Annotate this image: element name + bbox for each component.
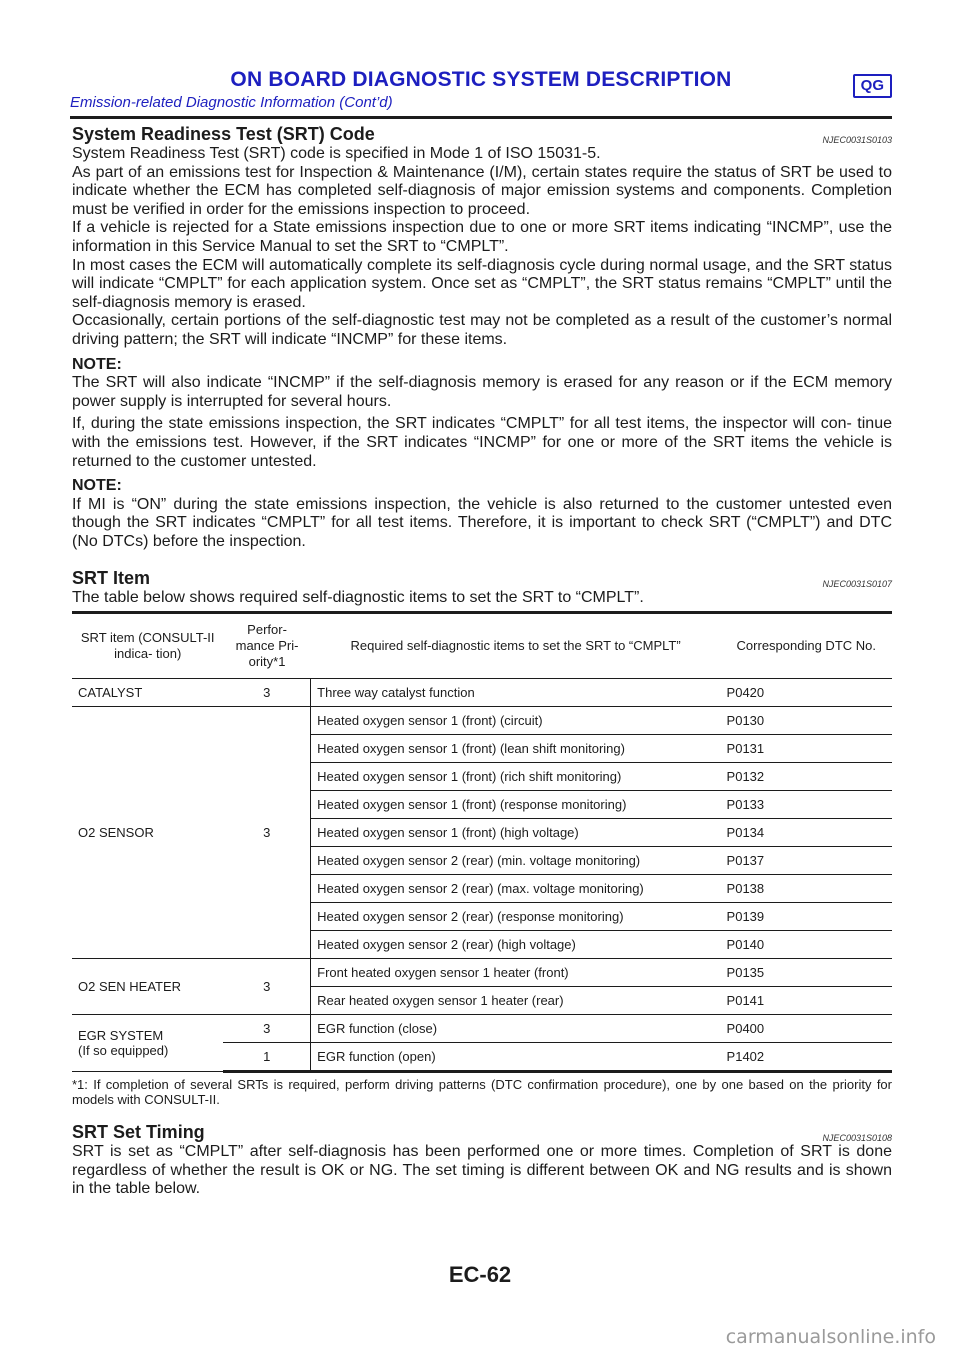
dtc-cell: P0135 — [721, 959, 892, 987]
required-item-cell: EGR function (open) — [311, 1043, 721, 1072]
watermark: carmanualsonline.info — [725, 1326, 936, 1348]
srt-item-name: EGR SYSTEM — [78, 1028, 164, 1044]
priority-cell: 3 — [223, 679, 310, 707]
dtc-cell: P1402 — [721, 1043, 892, 1072]
section-title: System Readiness Test (SRT) Code — [72, 124, 375, 144]
required-item-cell: Heated oxygen sensor 1 (front) (rich shift monitoring) — [311, 763, 721, 791]
note-label: NOTE: — [72, 477, 122, 495]
page-content — [72, 119, 892, 1199]
table-body — [72, 679, 892, 1072]
dtc-cell: P0400 — [721, 1015, 892, 1043]
section-srt-code-heading — [72, 123, 892, 145]
paragraph: The table below shows required self-diagnostic items to set the SRT to “CMPLT”. — [72, 589, 644, 607]
dtc-cell: P0420 — [721, 679, 892, 707]
dtc-cell: P0133 — [721, 791, 892, 819]
table-row — [72, 679, 892, 707]
srt-item-cell — [72, 707, 223, 959]
required-item-cell: Heated oxygen sensor 1 (front) (high voltage) — [311, 819, 721, 847]
engine-badge: QG — [853, 74, 892, 98]
required-item-cell: Front heated oxygen sensor 1 heater (front) — [311, 959, 721, 987]
srt-item-table — [72, 611, 892, 1073]
required-item-cell: Heated oxygen sensor 2 (rear) (min. voltage monitoring) — [311, 847, 721, 875]
required-item-cell: Heated oxygen sensor 2 (rear) (high voltage) — [311, 931, 721, 959]
column-header-dtc: Corresponding DTC No. — [736, 638, 876, 654]
table-header-row — [72, 613, 892, 679]
srt-item-note: (If so equipped) — [78, 1043, 169, 1059]
section-srt-timing-heading — [72, 1121, 892, 1143]
dtc-cell: P0132 — [721, 763, 892, 791]
header-title: ON BOARD DIAGNOSTIC SYSTEM DESCRIPTION — [230, 68, 732, 91]
header-subtitle: Emission-related Diagnostic Information (Cont’d) — [70, 94, 393, 111]
required-item-cell: Rear heated oxygen sensor 1 heater (rear) — [311, 987, 721, 1015]
dtc-cell: P0131 — [721, 735, 892, 763]
page-number: EC-62 — [448, 1262, 512, 1287]
dtc-cell: P0139 — [721, 903, 892, 931]
table-row — [72, 707, 892, 735]
paragraph: If, during the state emissions inspection, the SRT indicates “CMPLT” for all test items, the inspector will con- tinue with the emissions test. However, if the SRT indicates “INCMP” for one or more of the SRT items the vehicle is returned to the customer untested. — [72, 415, 892, 470]
section-title: SRT Set Timing — [72, 1122, 205, 1143]
section-srt-item-heading — [72, 567, 892, 589]
paragraph: If a vehicle is rejected for a State emissions inspection due to one or more SRT items indicating “INCMP”, use the information in this Service Manual to set the SRT to “CMPLT”. — [72, 219, 892, 255]
required-item-cell: Heated oxygen sensor 1 (front) (circuit) — [311, 707, 721, 735]
required-item-cell: Heated oxygen sensor 1 (front) (response monitoring) — [311, 791, 721, 819]
dtc-cell: P0130 — [721, 707, 892, 735]
note-text: If MI is “ON” during the state emissions inspection, the vehicle is also returned to the customer untested even though the SRT indicates “CMPLT” for all test items. Therefore, it is important to check SRT (“CMPLT”) and DTC (No DTCs) before the inspection. — [72, 495, 892, 550]
paragraph: SRT is set as “CMPLT” after self-diagnosis has been performed one or more times. Completion of SRT is done regardless of whether the result is OK or NG. The set timing is different between OK and NG results and is shown in the table below. — [72, 1143, 892, 1198]
required-item-cell: EGR function (close) — [311, 1015, 721, 1043]
dtc-cell: P0134 — [721, 819, 892, 847]
srt-item-name: O2 SEN HEATER — [78, 979, 182, 995]
srt-item-name: O2 SENSOR — [78, 825, 154, 841]
srt-item-name: CATALYST — [78, 685, 143, 701]
table-footnote: *1: If completion of several SRTs is required, perform driving patterns (DTC confirmation procedure), one by one based on the priority for models with CONSULT-II. — [72, 1077, 892, 1108]
srt-item-cell — [72, 1015, 223, 1072]
note-text: The SRT will also indicate “INCMP” if the self-diagnosis memory is erased for any reason or if the ECM memory power supply is interrupted for several hours. — [72, 374, 892, 410]
priority-cell: 3 — [223, 1015, 310, 1043]
section-code: NJEC0031S0107 — [822, 579, 892, 590]
table-row — [72, 959, 892, 987]
dtc-cell: P0140 — [721, 931, 892, 959]
page-header — [70, 68, 892, 112]
required-item-cell: Heated oxygen sensor 2 (rear) (response monitoring) — [311, 903, 721, 931]
paragraph: As part of an emissions test for Inspection & Maintenance (I/M), certain states require the status of SRT be used to indicate whether the ECM has completed self-diagnosis of major emission systems and components. Completion must be verified in order for the emissions inspection to proceed. — [72, 163, 892, 218]
table-row — [72, 1015, 892, 1043]
required-item-cell: Heated oxygen sensor 2 (rear) (max. voltage monitoring) — [311, 875, 721, 903]
dtc-cell: P0141 — [721, 987, 892, 1015]
srt-item-cell — [72, 679, 223, 707]
srt-item-cell — [72, 959, 223, 1015]
column-header-srt-item: SRT item (CONSULT-II indica- tion) — [80, 630, 215, 662]
section-code: NJEC0031S0108 — [822, 1133, 892, 1144]
paragraph: System Readiness Test (SRT) code is specified in Mode 1 of ISO 15031-5. — [72, 145, 601, 162]
section-title: SRT Item — [72, 568, 151, 589]
section-code: NJEC0031S0103 — [822, 135, 892, 145]
priority-cell: 3 — [223, 707, 310, 959]
column-header-priority: Perfor- mance Pri- ority*1 — [235, 622, 299, 670]
required-item-cell: Three way catalyst function — [311, 679, 721, 707]
priority-cell: 1 — [223, 1043, 310, 1072]
dtc-cell: P0137 — [721, 847, 892, 875]
dtc-cell: P0138 — [721, 875, 892, 903]
priority-cell: 3 — [223, 959, 310, 1015]
note-label: NOTE: — [72, 355, 122, 373]
paragraph: In most cases the ECM will automatically complete its self-diagnosis cycle during normal usage, and the SRT status will indicate “CMPLT” for each application system. Once set as “CMPLT”, the SRT status remains “CMPLT” until the self-diagnosis memory is erased. — [72, 256, 892, 311]
column-header-required-items: Required self-diagnostic items to set the SRT to “CMPLT” — [350, 638, 681, 654]
required-item-cell: Heated oxygen sensor 1 (front) (lean shift monitoring) — [311, 735, 721, 763]
paragraph: Occasionally, certain portions of the self-diagnostic test may not be completed as a result of the customer’s normal driving pattern; the SRT will indicate “INCMP” for these items. — [72, 312, 892, 348]
